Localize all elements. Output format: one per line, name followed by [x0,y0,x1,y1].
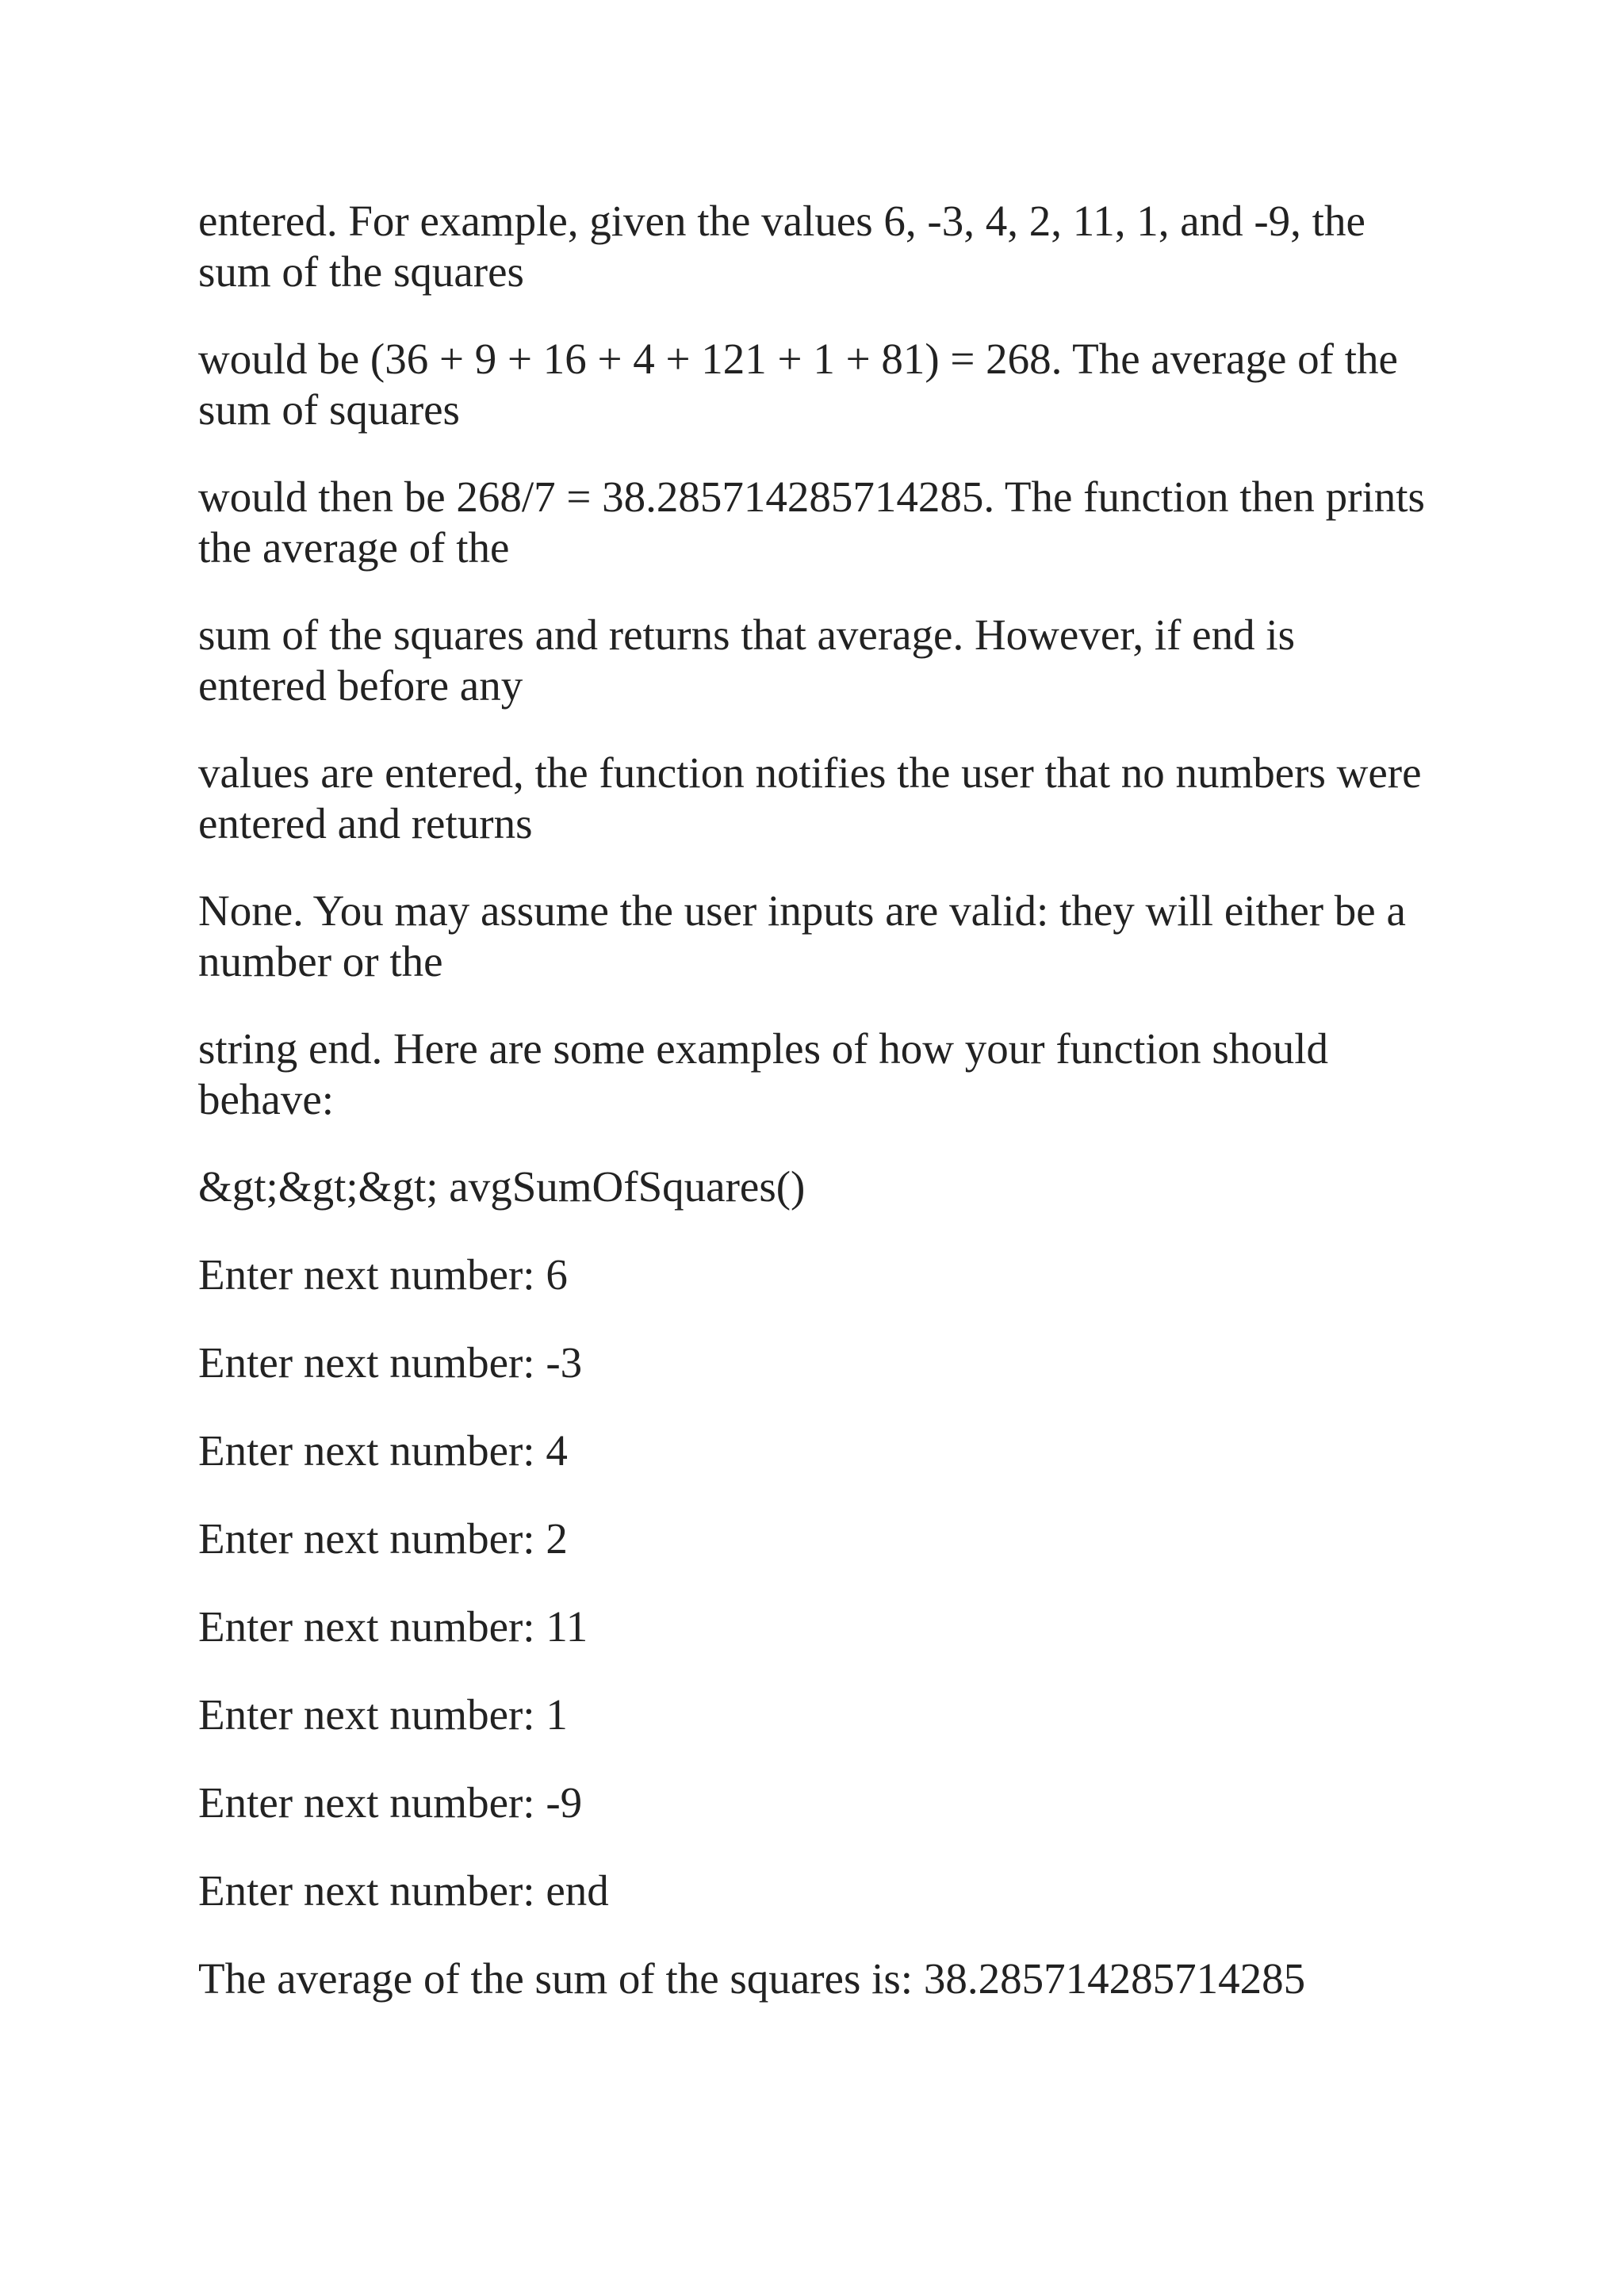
paragraph [198,610,1451,711]
example-prompt-line: Enter next number: 11 [198,1602,588,1651]
paragraph [198,472,1451,573]
example-prompt-line: Enter next number: 4 [198,1426,568,1475]
example-call-line: &gt;&gt;&gt; avgSumOfSquares() [198,1162,806,1211]
paragraph-line: entered before any [198,661,523,710]
example-prompt-line: Enter next number: 2 [198,1514,568,1563]
paragraph [198,334,1451,435]
paragraph-line: None. You may assume the user inputs are valid: they will either be a [198,886,1406,935]
example-prompt-line: Enter next number: 6 [198,1250,568,1299]
example-result-line: The average of the sum of the squares is: 38.285714285714285 [198,1954,1306,2003]
paragraph-line: entered. For example, given the values 6, -3, 4, 2, 11, 1, and -9, the [198,197,1365,245]
paragraph-line: string end. Here are some examples of how your function should [198,1024,1329,1073]
paragraph-line: would then be 268/7 = 38.285714285714285. The function then prints [198,473,1425,521]
paragraph [198,1024,1451,1125]
paragraph-line: values are entered, the function notifies the user that no numbers were [198,748,1422,797]
example-prompt-line: Enter next number: -9 [198,1778,583,1827]
example-prompt-line: Enter next number: end [198,1866,609,1915]
paragraph-line: sum of the squares [198,247,524,296]
paragraph-line: would be (36 + 9 + 16 + 4 + 121 + 1 + 81) = 268. The average of the [198,335,1398,383]
paragraph-line: entered and returns [198,799,533,848]
paragraph-line: the average of the [198,523,510,572]
paragraph [198,748,1451,849]
paragraph-line: sum of squares [198,385,460,434]
paragraph [198,196,1451,297]
paragraph-line: behave: [198,1075,335,1123]
example-prompt-line: Enter next number: 1 [198,1690,568,1739]
paragraph-line: sum of the squares and returns that average. However, if end is [198,610,1296,659]
example-prompt-line: Enter next number: -3 [198,1338,583,1387]
paragraph [198,886,1451,987]
document-body [198,196,1451,2042]
paragraph-line: number or the [198,937,443,985]
